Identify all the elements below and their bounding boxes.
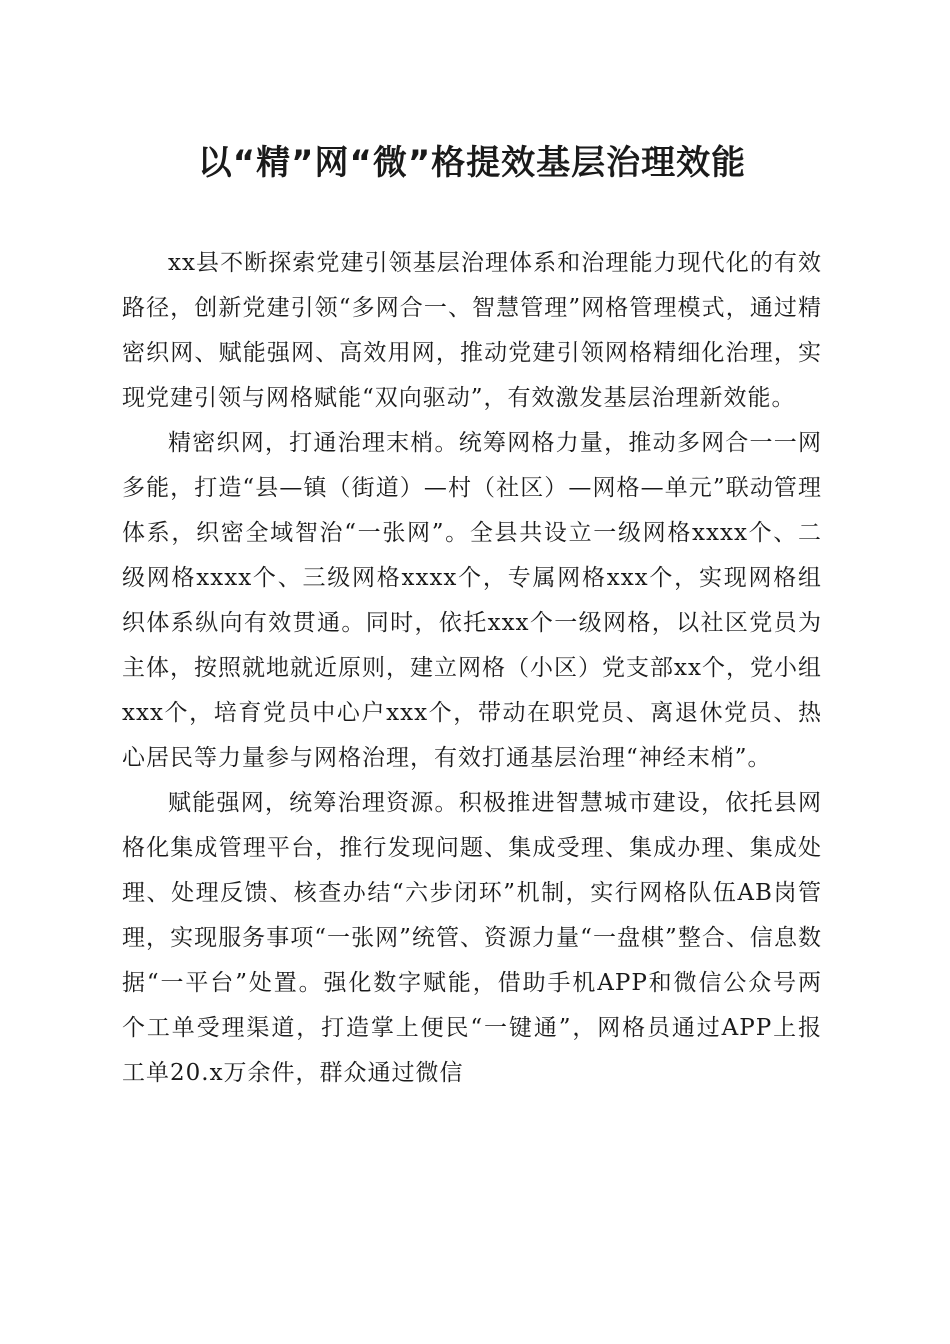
- document-title: 以“精”网“微”格提效基层治理效能: [197, 143, 747, 183]
- paragraph-weave-network: 精密织网，打通治理末梢。统筹网格力量，推动多网合一一网多能，打造“县—镇（街道）—村（社区）—网格—单元”联动管理体系，织密全域智治“一张网”。全县共设立一级网格xxxx个、二级网格xxxx个、三级网格xxxx个，专属网格xxx个，实现网格组织体系纵向有效贯通。同时，依托xxx个一级网格，以社区党员为主体，按照就地就近原则，建立网格（小区）党支部xx个，党小组xxx个，培育党员中心户xxx个，带动在职党员、离退休党员、热心居民等力量参与网格治理，有效打通基层治理“神经末梢”。: [122, 430, 822, 771]
- paragraph-empower-network: 赋能强网，统筹治理资源。积极推进智慧城市建设，依托县网格化集成管理平台，推行发现问题、集成受理、集成办理、集成处理、处理反馈、核查办结“六步闭环”机制，实行网格队伍AB岗管理，实现服务事项“一张网”统管、资源力量“一盘棋”整合、信息数据“一平台”处置。强化数字赋能，借助手机APP和微信公众号两个工单受理渠道，打造掌上便民“一键通”，网格员通过APP上报工单20.x万余件，群众通过微信: [122, 790, 822, 1086]
- paragraph-intro: xx县不断探索党建引领基层治理体系和治理能力现代化的有效路径，创新党建引领“多网合一、智慧管理”网格管理模式，通过精密织网、赋能强网、高效用网，推动党建引领网格精细化治理，实现党建引领与网格赋能“双向驱动”，有效激发基层治理新效能。: [122, 250, 822, 411]
